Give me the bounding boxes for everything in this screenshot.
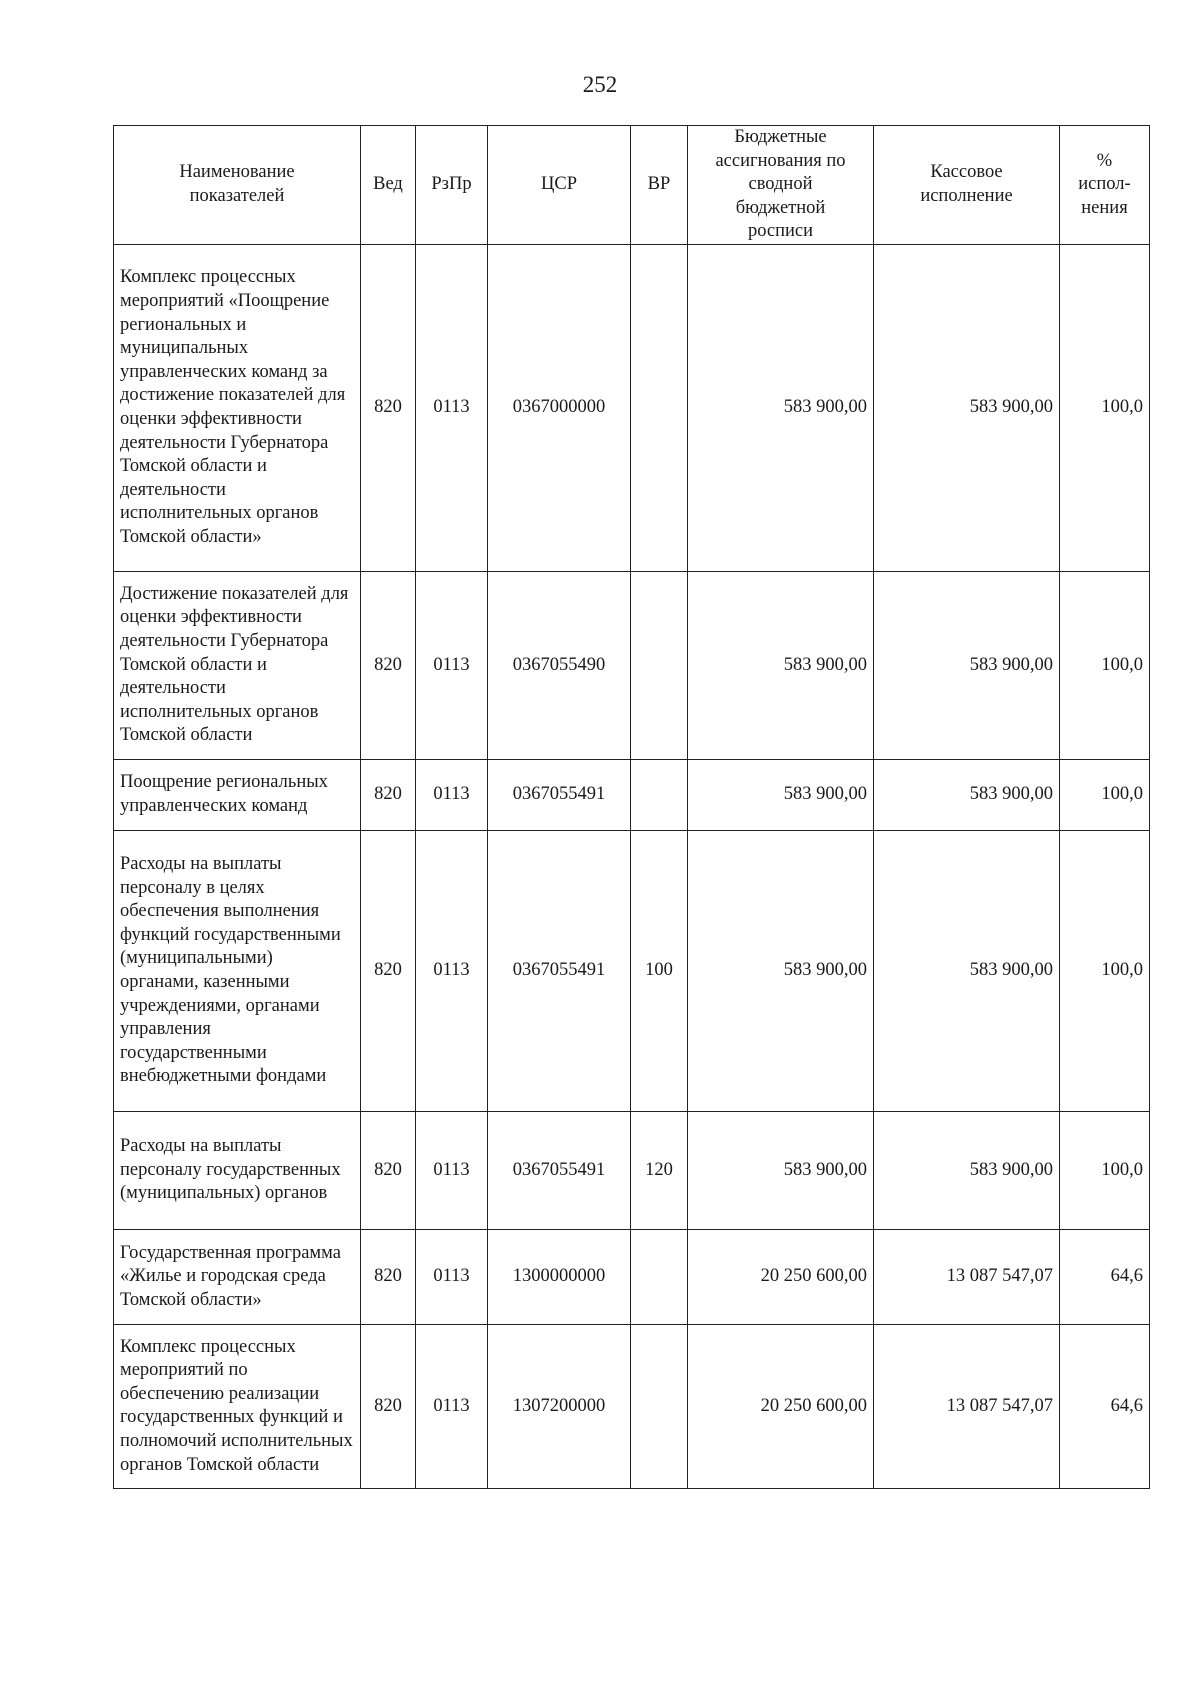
row-cash: 583 900,00 bbox=[874, 1111, 1060, 1229]
row-cash: 583 900,00 bbox=[874, 571, 1060, 759]
row-name: Поощрение региональных управленческих команд bbox=[114, 759, 361, 830]
row-ved: 820 bbox=[361, 1324, 416, 1488]
row-rzpr: 0113 bbox=[416, 571, 488, 759]
row-percent: 64,6 bbox=[1060, 1324, 1150, 1488]
table-row bbox=[114, 1229, 1150, 1324]
row-cash: 583 900,00 bbox=[874, 244, 1060, 571]
row-budget: 583 900,00 bbox=[688, 1111, 874, 1229]
row-budget: 583 900,00 bbox=[688, 244, 874, 571]
row-cash: 583 900,00 bbox=[874, 830, 1060, 1111]
table-header bbox=[114, 126, 1150, 245]
row-name: Комплекс процессных мероприятий по обеспечению реализации государственных функций и полномочий исполнительных органов Томской области bbox=[114, 1324, 361, 1488]
header-vr: ВР bbox=[631, 126, 688, 245]
header-rzpr: РзПр bbox=[416, 126, 488, 245]
page-number: 252 bbox=[582, 72, 618, 97]
row-rzpr: 0113 bbox=[416, 759, 488, 830]
row-name: Достижение показателей для оценки эффективности деятельности Губернатора Томской области и деятельности исполнительных органов Томской области bbox=[114, 571, 361, 759]
row-budget: 583 900,00 bbox=[688, 759, 874, 830]
row-rzpr: 0113 bbox=[416, 1111, 488, 1229]
row-percent: 100,0 bbox=[1060, 571, 1150, 759]
row-vr: 120 bbox=[631, 1111, 688, 1229]
table-row bbox=[114, 759, 1150, 830]
row-csr: 0367055491 bbox=[488, 1111, 631, 1229]
row-cash: 583 900,00 bbox=[874, 759, 1060, 830]
header-cash: Кассовое исполнение bbox=[874, 126, 1060, 245]
row-name: Расходы на выплаты персоналу государственных (муниципальных) органов bbox=[114, 1111, 361, 1229]
row-name: Государственная программа «Жилье и городская среда Томской области» bbox=[114, 1229, 361, 1324]
table-body bbox=[114, 244, 1150, 1488]
row-cash: 13 087 547,07 bbox=[874, 1324, 1060, 1488]
row-budget: 583 900,00 bbox=[688, 830, 874, 1111]
row-ved: 820 bbox=[361, 571, 416, 759]
table-row bbox=[114, 1111, 1150, 1229]
header-percent: % испол-нения bbox=[1060, 126, 1150, 245]
row-vr bbox=[631, 759, 688, 830]
row-budget: 20 250 600,00 bbox=[688, 1324, 874, 1488]
row-csr: 0367055490 bbox=[488, 571, 631, 759]
row-percent: 100,0 bbox=[1060, 759, 1150, 830]
row-vr bbox=[631, 244, 688, 571]
row-budget: 20 250 600,00 bbox=[688, 1229, 874, 1324]
header-budget: Бюджетные ассигнования по сводной бюджетной росписи bbox=[688, 126, 874, 245]
row-rzpr: 0113 bbox=[416, 1229, 488, 1324]
row-csr: 1300000000 bbox=[488, 1229, 631, 1324]
row-name: Комплекс процессных мероприятий «Поощрение региональных и муниципальных управленческих команд за достижение показателей для оценки эффективности деятельности Губернатора Томской области и деятельности исполнительных органов Томской области» bbox=[114, 244, 361, 571]
row-vr bbox=[631, 1324, 688, 1488]
row-percent: 100,0 bbox=[1060, 1111, 1150, 1229]
row-csr: 0367000000 bbox=[488, 244, 631, 571]
row-rzpr: 0113 bbox=[416, 1324, 488, 1488]
row-csr: 1307200000 bbox=[488, 1324, 631, 1488]
row-percent: 64,6 bbox=[1060, 1229, 1150, 1324]
table-row bbox=[114, 571, 1150, 759]
row-ved: 820 bbox=[361, 759, 416, 830]
budget-execution-table bbox=[113, 125, 1150, 1489]
table-row bbox=[114, 830, 1150, 1111]
row-ved: 820 bbox=[361, 1229, 416, 1324]
row-ved: 820 bbox=[361, 1111, 416, 1229]
row-csr: 0367055491 bbox=[488, 759, 631, 830]
row-ved: 820 bbox=[361, 830, 416, 1111]
row-rzpr: 0113 bbox=[416, 830, 488, 1111]
row-cash: 13 087 547,07 bbox=[874, 1229, 1060, 1324]
row-percent: 100,0 bbox=[1060, 244, 1150, 571]
header-ved: Вед bbox=[361, 126, 416, 245]
table-row bbox=[114, 1324, 1150, 1488]
row-rzpr: 0113 bbox=[416, 244, 488, 571]
row-vr: 100 bbox=[631, 830, 688, 1111]
row-csr: 0367055491 bbox=[488, 830, 631, 1111]
row-percent: 100,0 bbox=[1060, 830, 1150, 1111]
table-row bbox=[114, 244, 1150, 571]
row-vr bbox=[631, 1229, 688, 1324]
header-name: Наименование показателей bbox=[114, 126, 361, 245]
row-vr bbox=[631, 571, 688, 759]
row-ved: 820 bbox=[361, 244, 416, 571]
row-budget: 583 900,00 bbox=[688, 571, 874, 759]
row-name: Расходы на выплаты персоналу в целях обеспечения выполнения функций государственными (муниципальными) органами, казенными учреждениями, органами управления государственными внебюджетными фондами bbox=[114, 830, 361, 1111]
header-csr: ЦСР bbox=[488, 126, 631, 245]
